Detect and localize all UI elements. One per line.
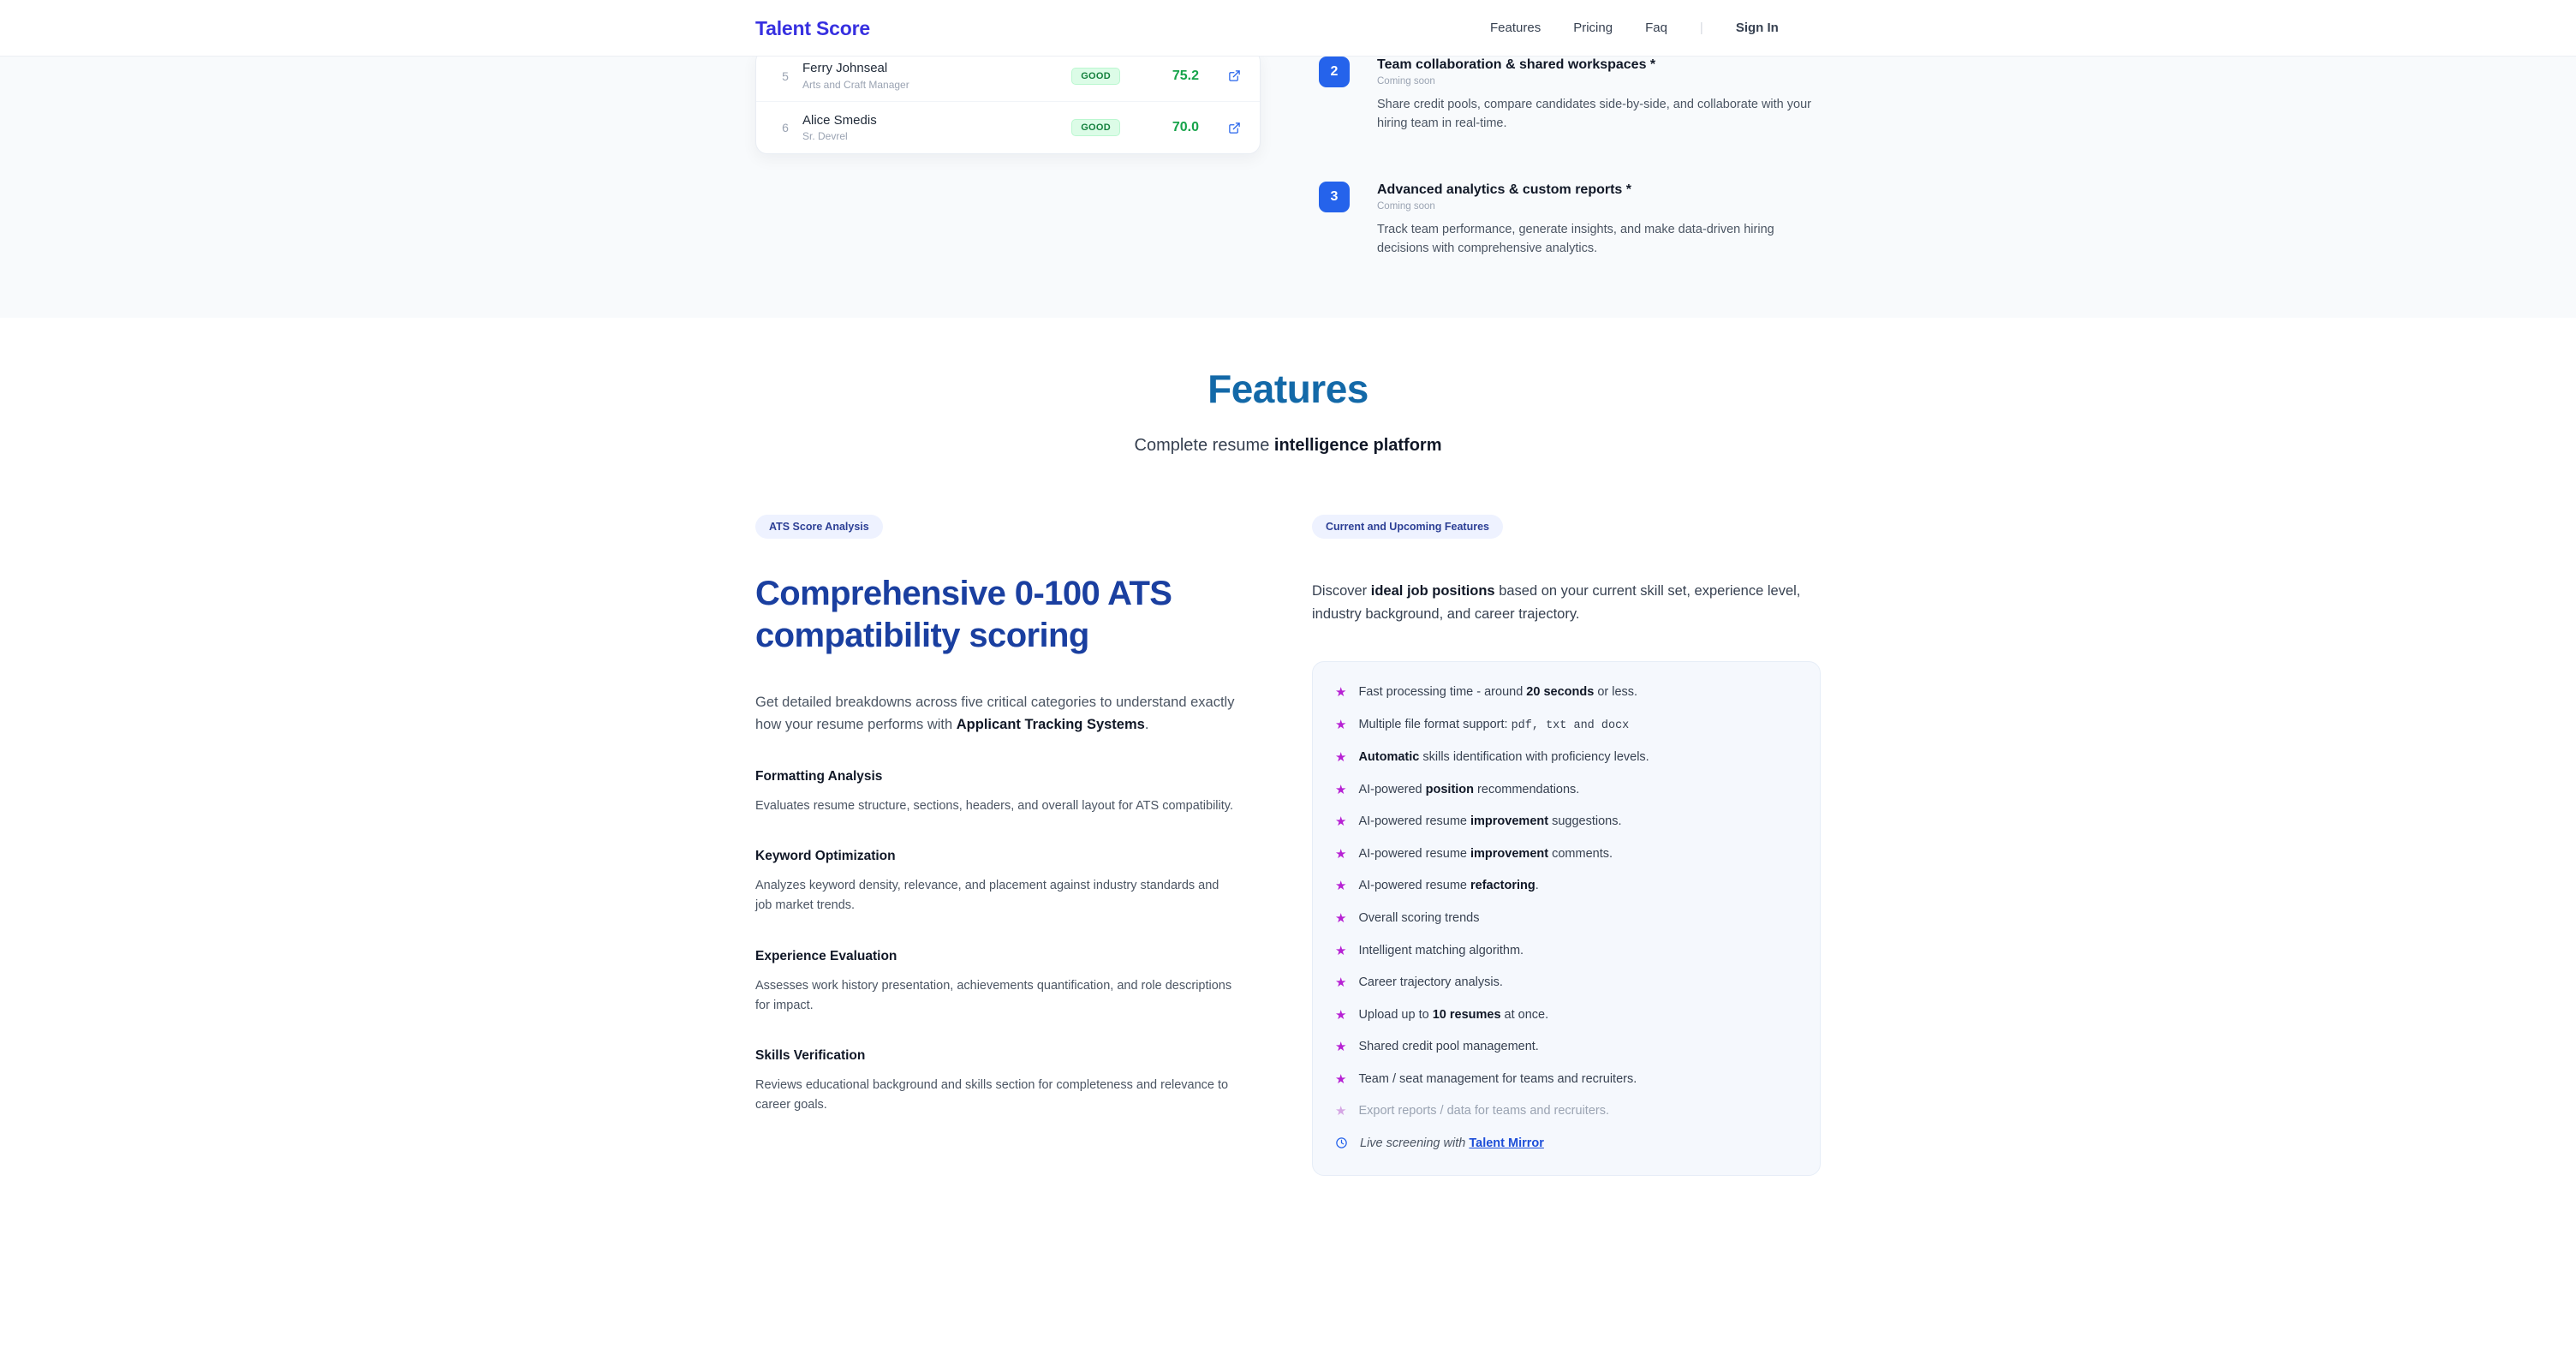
subsection-heading: Keyword Optimization [755,849,896,864]
star-icon: ★ [1335,911,1347,927]
step-title: Advanced analytics & custom reports * [1377,182,1631,197]
text-part1: Multiple file format support: [1358,718,1512,731]
list-item-label [1358,878,1538,895]
list-item [1335,878,1794,895]
list-item [1335,943,1794,960]
list-item-label: Export reports / data for teams and recruiters. [1358,1104,1609,1118]
list-item-label [1358,814,1621,831]
left-heading: Comprehensive 0-100 ATS compatibility scoring [755,575,1172,654]
text-part1: Live screening with [1360,1136,1470,1150]
text-part1: Fast processing time - around [1358,685,1527,700]
nav-item-pricing[interactable]: Pricing [1573,21,1613,35]
list-item [755,1048,1235,1115]
row-info [802,60,1071,91]
step-title: Team collaboration & shared workspaces * [1377,57,1656,72]
subsection-text: Evaluates resume structure, sections, headers, and overall layout for ATS compatibility. [755,799,1233,814]
text-part2: suggestions. [1548,814,1622,829]
left-lead-bold: Applicant Tracking Systems [956,717,1145,733]
table-row[interactable] [756,51,1260,102]
text-bold: improvement [1470,846,1549,861]
badge-current-upcoming-features: Current and Upcoming Features [1312,515,1503,539]
list-item-label [1358,1007,1548,1024]
status-badge: GOOD [1071,119,1120,136]
text-part1: AI-powered resume [1358,879,1471,893]
list-item-label: Overall scoring trends [1358,911,1480,926]
badge-ats-score-analysis: ATS Score Analysis [755,515,883,539]
text-part2: skills identification with proficiency levels. [1419,750,1649,765]
list-item [1335,717,1794,734]
candidate-ranking-card [755,50,1261,154]
row-rank: 5 [782,69,789,83]
list-item [1335,846,1794,863]
features-section [0,318,2576,1150]
list-item [1335,782,1794,799]
text-bold: position [1425,782,1475,796]
list-item-label: Intelligent matching algorithm. [1358,943,1524,957]
list-item [755,769,1235,816]
features-columns [755,515,1821,1176]
external-link-icon[interactable] [1228,69,1241,82]
star-icon: ★ [1335,1007,1347,1023]
list-item [1335,975,1794,992]
list-item [1335,749,1794,766]
list-item-label [1358,684,1637,701]
text-part2: at once. [1500,1007,1549,1022]
main-nav [1490,21,1779,35]
candidate-score: 75.2 [1172,68,1199,83]
right-lead-part2: based on your current skill set, experience level, industry background, and career trajectory. [1312,583,1801,622]
nav-item-features[interactable]: Features [1490,21,1541,35]
text-code: pdf, txt and docx [1511,719,1630,732]
feature-list-card [1312,661,1821,1176]
features-subtitle-plain: Complete resume [1134,436,1274,455]
list-item [1335,1136,1794,1153]
list-item-label: Shared credit pool management. [1358,1040,1539,1054]
subsection-heading: Formatting Analysis [755,769,883,784]
features-subtitle [0,436,2576,456]
star-icon: ★ [1335,1040,1347,1055]
candidate-role: Arts and Craft Manager [802,78,909,91]
text-part2: recommendations. [1474,782,1580,796]
left-lead-part1: Get detailed breakdowns across five critical categories to understand exactly how your resume performs with [755,694,1235,733]
subsection-heading: Experience Evaluation [755,948,897,963]
row-rank: 6 [782,121,789,134]
text-part2: . [1535,879,1539,893]
candidate-score: 70.0 [1172,120,1199,134]
right-lead-part1: Discover [1312,583,1371,599]
left-lead-part2: . [1144,717,1149,733]
text-part2: or less. [1594,685,1638,700]
text-part1: Upload up to [1358,1007,1433,1022]
list-item [1335,684,1794,701]
list-item-label: Career trajectory analysis. [1358,975,1503,990]
star-icon: ★ [1335,846,1347,862]
step-description: Share credit pools, compare candidates side-by-side, and collaborate with your hiring team in real-time. [1377,98,1811,131]
page-title: Features [1208,367,1368,411]
list-item-label [1358,782,1579,799]
brand-logo[interactable]: Talent Score [755,17,870,39]
sign-in-link[interactable]: Sign In [1735,21,1779,35]
list-item-label: Team / seat management for teams and recruiters. [1358,1071,1637,1086]
text-bold: 10 resumes [1432,1007,1501,1022]
list-item [1335,814,1794,831]
subsection-text: Analyzes keyword density, relevance, and placement against industry standards and job market trends. [755,879,1219,913]
right-lead-bold: ideal job positions [1370,583,1495,599]
talent-mirror-link[interactable]: Talent Mirror [1469,1136,1544,1150]
list-item-label [1360,1136,1544,1153]
subsection-text: Reviews educational background and skills section for completeness and relevance to career goals. [755,1077,1229,1112]
star-icon: ★ [1335,750,1347,766]
clock-icon [1335,1136,1348,1153]
star-icon: ★ [1335,782,1347,797]
candidate-name: Ferry Johnseal [802,61,888,76]
text-part1: AI-powered resume [1358,814,1471,829]
step-number-badge: 2 [1319,57,1350,87]
text-part2: comments. [1548,846,1613,861]
text-bold: refactoring [1470,879,1535,893]
star-icon: ★ [1335,975,1347,991]
star-icon: ★ [1335,685,1347,701]
status-badge: GOOD [1071,68,1120,85]
list-item [1319,57,1833,134]
hero-lower-section [0,57,2576,318]
list-item-label [1358,717,1629,734]
list-item [1335,910,1794,927]
star-icon: ★ [1335,879,1347,894]
features-left-column [755,515,1235,1176]
candidate-role: Sr. Devrel [802,130,848,143]
subsection-text: Assesses work history presentation, achievements quantification, and role descriptions for impact. [755,978,1232,1012]
star-icon: ★ [1335,718,1347,732]
text-bold: improvement [1470,814,1549,829]
candidate-name: Alice Smedis [802,112,877,128]
features-right-column [1312,515,1821,1176]
list-item-label [1358,846,1613,863]
list-item [755,949,1235,1016]
star-icon: ★ [1335,1104,1347,1119]
text-bold: 20 seconds [1526,685,1595,700]
text-part1: AI-powered [1358,782,1426,796]
list-item [1335,1103,1794,1120]
step-description: Track team performance, generate insights, and make data-driven hiring decisions with comprehensive analytics. [1377,222,1774,256]
row-info [802,112,1071,143]
table-row[interactable] [756,102,1260,153]
subsection-heading: Skills Verification [755,1047,866,1063]
step-subtitle: Coming soon [1377,76,1435,86]
text-bold: Automatic [1358,750,1420,765]
list-item [1335,1007,1794,1024]
step-number-badge: 3 [1319,182,1350,212]
list-item [1335,1039,1794,1056]
right-lead-paragraph [1312,580,1821,625]
list-item [1319,182,1833,259]
step-subtitle: Coming soon [1377,200,1435,212]
text-part1: AI-powered resume [1358,846,1471,861]
feature-steps-list [1319,57,1833,307]
star-icon: ★ [1335,814,1347,830]
list-item-label [1358,749,1649,766]
list-item [1335,1071,1794,1089]
star-icon: ★ [1335,1071,1347,1087]
left-lead-paragraph [755,691,1235,737]
features-subtitle-bold: intelligence platform [1273,436,1442,455]
list-item [755,849,1235,916]
site-header [0,0,2576,57]
star-icon: ★ [1335,943,1347,958]
external-link-icon[interactable] [1228,122,1241,134]
nav-item-faq[interactable]: Faq [1645,21,1667,35]
nav-separator: | [1699,21,1703,35]
